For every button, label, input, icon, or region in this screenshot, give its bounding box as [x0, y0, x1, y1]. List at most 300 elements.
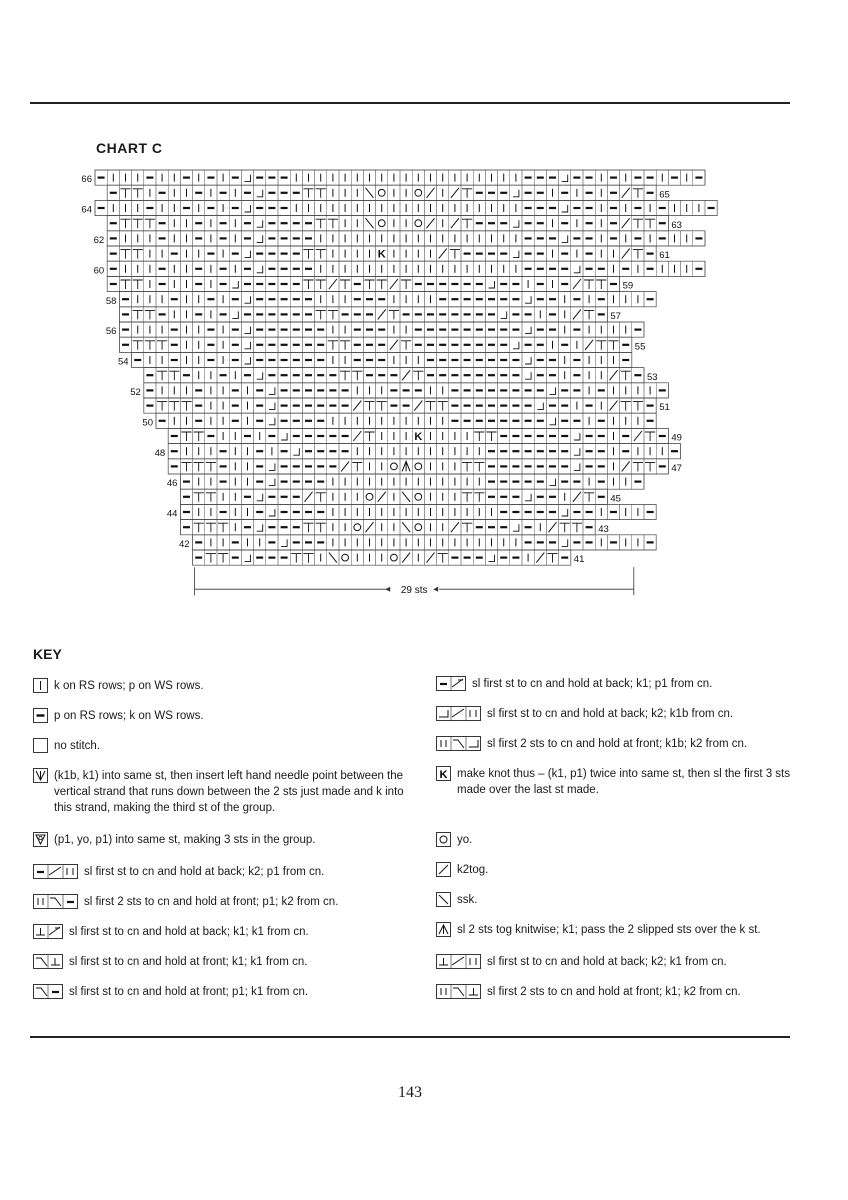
chart-cell [241, 200, 253, 215]
cable-mark [621, 371, 631, 380]
page-number: 143 [398, 1084, 422, 1101]
chart-cell [241, 246, 253, 261]
row-label-left: 64 [81, 204, 92, 216]
chart-row [106, 322, 644, 337]
row-label-left: 58 [105, 295, 117, 307]
k2tog-mark [390, 279, 398, 289]
row-label-right: 41 [573, 554, 585, 566]
chart-cell [412, 520, 424, 535]
cable-mark [438, 554, 448, 563]
twisted-mark [281, 433, 287, 440]
cable-mark [474, 493, 484, 502]
cable-mark [474, 432, 484, 441]
chart-cell [412, 185, 424, 200]
key-item [33, 864, 413, 880]
stitch-symbol-icon [33, 768, 48, 783]
key-description: sl first 2 sts to cn and hold at front; p1; k2 from cn. [84, 896, 339, 908]
row-label-left: 60 [93, 265, 105, 277]
twisted-mark [562, 175, 568, 182]
cable-mark [462, 462, 472, 471]
svg-text:K: K [439, 769, 448, 781]
row-label-right: 45 [610, 493, 621, 505]
twisted-mark [269, 403, 275, 410]
chart-row [167, 504, 656, 519]
cable-mark [206, 523, 216, 532]
cable-mark [633, 462, 643, 471]
key-item [33, 894, 413, 910]
chart-row [180, 520, 608, 535]
key-item [436, 736, 816, 752]
key-description: make knot thus – (k1, p1) twice into same st, then sl the first 3 sts made over the last st made. [457, 768, 791, 796]
stitch-count: 29 sts [400, 585, 428, 597]
k2tog-mark [378, 309, 386, 319]
chart-row [81, 200, 717, 215]
yo-mark [415, 493, 422, 500]
cable-mark [645, 432, 655, 441]
k2tog-mark [549, 522, 557, 532]
chart-cell [546, 474, 558, 489]
chart-row [107, 276, 633, 291]
chart-row [180, 489, 621, 504]
row-label-left: 66 [81, 174, 92, 186]
chart-cell [290, 444, 302, 459]
chart-cell [412, 489, 424, 504]
twisted-mark [550, 387, 556, 394]
cable-mark [316, 280, 326, 289]
cable-mark [438, 402, 448, 411]
k2tog-mark [573, 492, 581, 502]
twisted-mark [293, 448, 299, 455]
chart-row [142, 413, 656, 428]
row-label-right: 59 [622, 280, 634, 292]
chart-cell [559, 231, 571, 246]
chart-title: CHART C [96, 140, 163, 156]
cable-mark [133, 280, 143, 289]
twisted-mark [257, 266, 263, 273]
chart-row [107, 216, 682, 231]
k2tog-mark [622, 461, 630, 471]
cable-mark [645, 219, 655, 228]
twisted-mark [269, 463, 275, 470]
yo-mark [415, 220, 422, 227]
key-item [436, 892, 816, 908]
chart-row [179, 535, 656, 550]
key-item [33, 832, 413, 848]
k2tog-mark [427, 553, 435, 563]
row-label-left: 50 [142, 417, 153, 429]
cable-mark [389, 310, 399, 319]
knot-mark: K [414, 431, 423, 443]
chart-row [168, 459, 682, 474]
stitch-symbol-icon [436, 892, 451, 907]
chart-cell [266, 459, 278, 474]
twisted-mark [562, 539, 568, 546]
twisted-mark [245, 555, 251, 562]
chart-cell [254, 261, 266, 276]
chart-cell [546, 413, 558, 428]
cable-mark [194, 432, 204, 441]
chart-cell [241, 322, 253, 337]
k2tog-mark [390, 340, 398, 350]
chart-cell [278, 428, 290, 443]
chart-row-outline [168, 459, 668, 474]
cable-mark [316, 310, 326, 319]
chart-cell [546, 383, 558, 398]
twisted-mark [257, 524, 263, 531]
twisted-mark [257, 190, 263, 197]
key-item [436, 922, 816, 938]
chart-row [130, 383, 668, 398]
cable-mark [425, 402, 435, 411]
chart-cell [254, 489, 266, 504]
twisted-mark [232, 311, 238, 318]
ssk-mark [366, 218, 374, 228]
chart-cell [559, 535, 571, 550]
twisted-mark [501, 311, 507, 318]
cable-mark [633, 219, 643, 228]
cable-mark [462, 219, 472, 228]
chart-row [119, 307, 621, 322]
cable-mark [316, 219, 326, 228]
cable-mark [120, 219, 130, 228]
chart-cell [241, 170, 253, 185]
row-label-left: 44 [166, 508, 178, 520]
cable-mark [316, 250, 326, 259]
chart-cell [339, 550, 351, 565]
chart-cell [534, 398, 546, 413]
chart-cell [412, 459, 424, 474]
cable-mark [340, 371, 350, 380]
cable-mark [340, 341, 350, 350]
k2tog-mark [439, 249, 447, 259]
chart-row [118, 352, 632, 367]
k2tog-mark [427, 218, 435, 228]
chart-cell [485, 550, 497, 565]
stitch-symbol-icon [436, 736, 481, 751]
sk2p-mark [402, 461, 410, 471]
chart-row [106, 292, 656, 307]
row-label-left: 42 [179, 539, 190, 550]
cable-mark [401, 341, 411, 350]
k2tog-mark [451, 188, 459, 198]
key-description: sl first 2 sts to cn and hold at front; k1; k2 from cn. [487, 986, 741, 998]
cable-mark [474, 462, 484, 471]
chart-cell [254, 216, 266, 231]
twisted-mark [537, 403, 543, 410]
chart-cell [266, 474, 278, 489]
cable-mark [633, 189, 643, 198]
cable-mark [303, 250, 313, 259]
chart-cell [522, 292, 534, 307]
cable-mark [206, 462, 216, 471]
cable-mark [462, 493, 472, 502]
twisted-mark [525, 357, 531, 364]
key-item [33, 954, 413, 970]
cable-mark [584, 493, 594, 502]
twisted-mark [269, 509, 275, 516]
twisted-mark [525, 327, 531, 334]
cable-mark [364, 280, 374, 289]
key-description: k2tog. [457, 864, 489, 876]
cable-mark [364, 402, 374, 411]
k2tog-mark [634, 431, 642, 441]
cable-mark [303, 554, 313, 563]
twisted-mark [562, 205, 568, 212]
twisted-mark [513, 251, 519, 258]
key-item [33, 678, 413, 694]
key-description: sl first 2 sts to cn and hold at front; k1b; k2 from cn. [487, 738, 748, 750]
yo-mark [354, 524, 361, 531]
chart-cell [254, 368, 266, 383]
chart-cell [522, 352, 534, 367]
key-description: sl first st to cn and hold at back; k1; p1 from cn. [472, 678, 713, 690]
chart-cell [266, 383, 278, 398]
chart-cell [241, 292, 253, 307]
stitch-symbol-icon [436, 832, 451, 847]
chart-cell [241, 352, 253, 367]
cable-mark [328, 310, 338, 319]
cable-mark [645, 462, 655, 471]
stitch-symbol-icon [33, 954, 63, 969]
chart-cell [559, 504, 571, 519]
cable-mark [120, 280, 130, 289]
twisted-mark [232, 281, 238, 288]
arrow-right [385, 587, 390, 592]
twisted-mark [574, 266, 580, 273]
cable-mark [352, 371, 362, 380]
chart-row [107, 246, 670, 261]
k2tog-mark [573, 309, 581, 319]
key-item [436, 954, 816, 970]
twisted-mark [513, 524, 519, 531]
stitch-symbol-icon [33, 832, 48, 847]
k2tog-mark [305, 492, 313, 502]
cable-mark [120, 250, 130, 259]
cable-mark [169, 402, 179, 411]
key-item [436, 832, 816, 848]
twisted-mark [257, 372, 263, 379]
k2tog-mark [353, 431, 361, 441]
twisted-mark [574, 463, 580, 470]
key-item [436, 766, 816, 798]
row-label-right: 61 [659, 250, 670, 262]
chart-row [155, 444, 681, 459]
chart-cell [559, 200, 571, 215]
yo-mark [415, 189, 422, 196]
yo-mark [378, 189, 385, 196]
cable-mark [462, 189, 472, 198]
key-item [436, 984, 816, 1000]
cable-mark [621, 402, 631, 411]
cable-mark [145, 341, 155, 350]
cable-mark [194, 462, 204, 471]
cable-mark [328, 341, 338, 350]
cable-mark [450, 250, 460, 259]
twisted-mark [257, 494, 263, 501]
chart-cell [485, 276, 497, 291]
key-description: sl first st to cn and hold at back; k2; k1b from cn. [487, 708, 734, 720]
twisted-mark [245, 357, 251, 364]
cable-mark [157, 402, 167, 411]
cable-mark [218, 523, 228, 532]
twisted-mark [550, 479, 556, 486]
twisted-mark [513, 220, 519, 227]
twisted-mark [245, 296, 251, 303]
k2tog-mark [451, 522, 459, 532]
key-item [33, 738, 413, 754]
twisted-mark [257, 235, 263, 242]
knitting-chart [60, 160, 760, 610]
key-item [436, 862, 816, 878]
cable-mark [486, 432, 496, 441]
key-description: sl first st to cn and hold at back; k1; k1 from cn. [69, 926, 309, 938]
chart-cell [266, 398, 278, 413]
chart-cell [241, 337, 253, 352]
twisted-mark [562, 509, 568, 516]
ssk-mark [402, 492, 410, 502]
key-description: (p1, yo, p1) into same st, making 3 sts in the group. [54, 834, 316, 846]
row-label-left: 62 [93, 235, 105, 246]
stitch-symbol-icon [33, 708, 48, 723]
cable-mark [364, 432, 374, 441]
k2tog-mark [378, 492, 386, 502]
chart-cell [571, 261, 583, 276]
twisted-mark [574, 433, 580, 440]
stitch-symbol-icon [33, 924, 63, 939]
chart-cell [571, 459, 583, 474]
k2tog-mark [622, 249, 630, 259]
key-description: sl 2 sts tog knitwise; k1; pass the 2 slipped sts over the k st. [457, 924, 761, 936]
cable-mark [633, 402, 643, 411]
row-label-right: 63 [671, 219, 682, 231]
twisted-mark [269, 479, 275, 486]
twisted-mark [245, 251, 251, 258]
ssk-mark [402, 522, 410, 532]
yo-mark [415, 524, 422, 531]
cable-mark [157, 341, 167, 350]
knot-mark: K [377, 248, 386, 261]
key-description: p on RS rows; k on WS rows. [54, 710, 204, 722]
row-label-right: 43 [598, 523, 609, 535]
chart-cell [559, 170, 571, 185]
key-title: KEY [33, 646, 62, 662]
chart-cell [522, 322, 534, 337]
chart-cell [266, 413, 278, 428]
chart-cell [510, 337, 522, 352]
cable-mark [303, 280, 313, 289]
cable-mark [206, 554, 216, 563]
cable-mark [596, 280, 606, 289]
chart-cell [254, 231, 266, 246]
twisted-mark [245, 175, 251, 182]
cable-mark [303, 523, 313, 532]
stitch-symbol-icon [436, 984, 481, 999]
stitch-symbol-icon [436, 954, 481, 969]
stitch-symbol-icon [436, 766, 451, 781]
chart-cell [376, 185, 388, 200]
row-label-right: 57 [610, 311, 621, 322]
k2tog-mark [341, 461, 349, 471]
yo-mark [366, 493, 373, 500]
arrow-left [433, 587, 438, 592]
k2tog-mark [610, 370, 618, 380]
chart-cell [510, 185, 522, 200]
k2tog-mark [366, 522, 374, 532]
chart-cell [571, 444, 583, 459]
twisted-mark [489, 281, 495, 288]
chart-cell [376, 216, 388, 231]
row-label-right: 49 [671, 432, 682, 444]
stitch-symbol-icon [33, 738, 48, 753]
twisted-mark [513, 190, 519, 197]
cable-mark [413, 371, 423, 380]
chart-row [144, 368, 658, 383]
key-description: yo. [457, 834, 473, 846]
chart-row [107, 185, 670, 200]
twisted-mark [281, 539, 287, 546]
chart-cell [363, 489, 375, 504]
twisted-mark [245, 327, 251, 334]
chart-cell [229, 307, 241, 322]
cable-mark [401, 280, 411, 289]
cable-mark [181, 402, 191, 411]
cable-mark [157, 371, 167, 380]
chart-cell [254, 185, 266, 200]
key-item [436, 676, 816, 692]
key-item [33, 768, 413, 816]
k2tog-mark [610, 401, 618, 411]
twisted-mark [562, 235, 568, 242]
cable-mark [303, 189, 313, 198]
cable-mark [181, 462, 191, 471]
chart-row-outline [107, 185, 656, 200]
key-item [33, 984, 413, 1000]
key-description: no stitch. [54, 740, 101, 752]
cable-mark [462, 523, 472, 532]
stitch-symbol-icon [33, 894, 78, 909]
cable-mark [608, 341, 618, 350]
k2tog-mark [451, 218, 459, 228]
yo-mark [391, 554, 398, 561]
row-label-left: 56 [105, 326, 117, 338]
chart-row [168, 428, 682, 443]
cable-mark [340, 280, 350, 289]
k2tog-mark [414, 401, 422, 411]
cable-mark [133, 250, 143, 259]
cable-mark [316, 189, 326, 198]
row-label-right: 55 [634, 341, 646, 353]
k2tog-mark [402, 553, 410, 563]
stitch-symbol-icon [33, 864, 78, 879]
chart-cell [388, 550, 400, 565]
chart-cell [510, 246, 522, 261]
cable-mark [316, 523, 326, 532]
row-label-left: 48 [154, 447, 166, 459]
yo-mark [378, 220, 385, 227]
chart-row [144, 398, 670, 413]
row-label-right: 51 [659, 402, 670, 414]
yo-mark [391, 463, 398, 470]
cable-mark [120, 189, 130, 198]
chart-cell [241, 550, 253, 565]
cable-mark [560, 523, 570, 532]
stitch-symbol-icon [436, 706, 481, 721]
key-item [33, 708, 413, 724]
k2tog-mark [622, 188, 630, 198]
chart-cell [278, 535, 290, 550]
cable-mark [596, 341, 606, 350]
stitch-symbol-icon [436, 676, 466, 691]
